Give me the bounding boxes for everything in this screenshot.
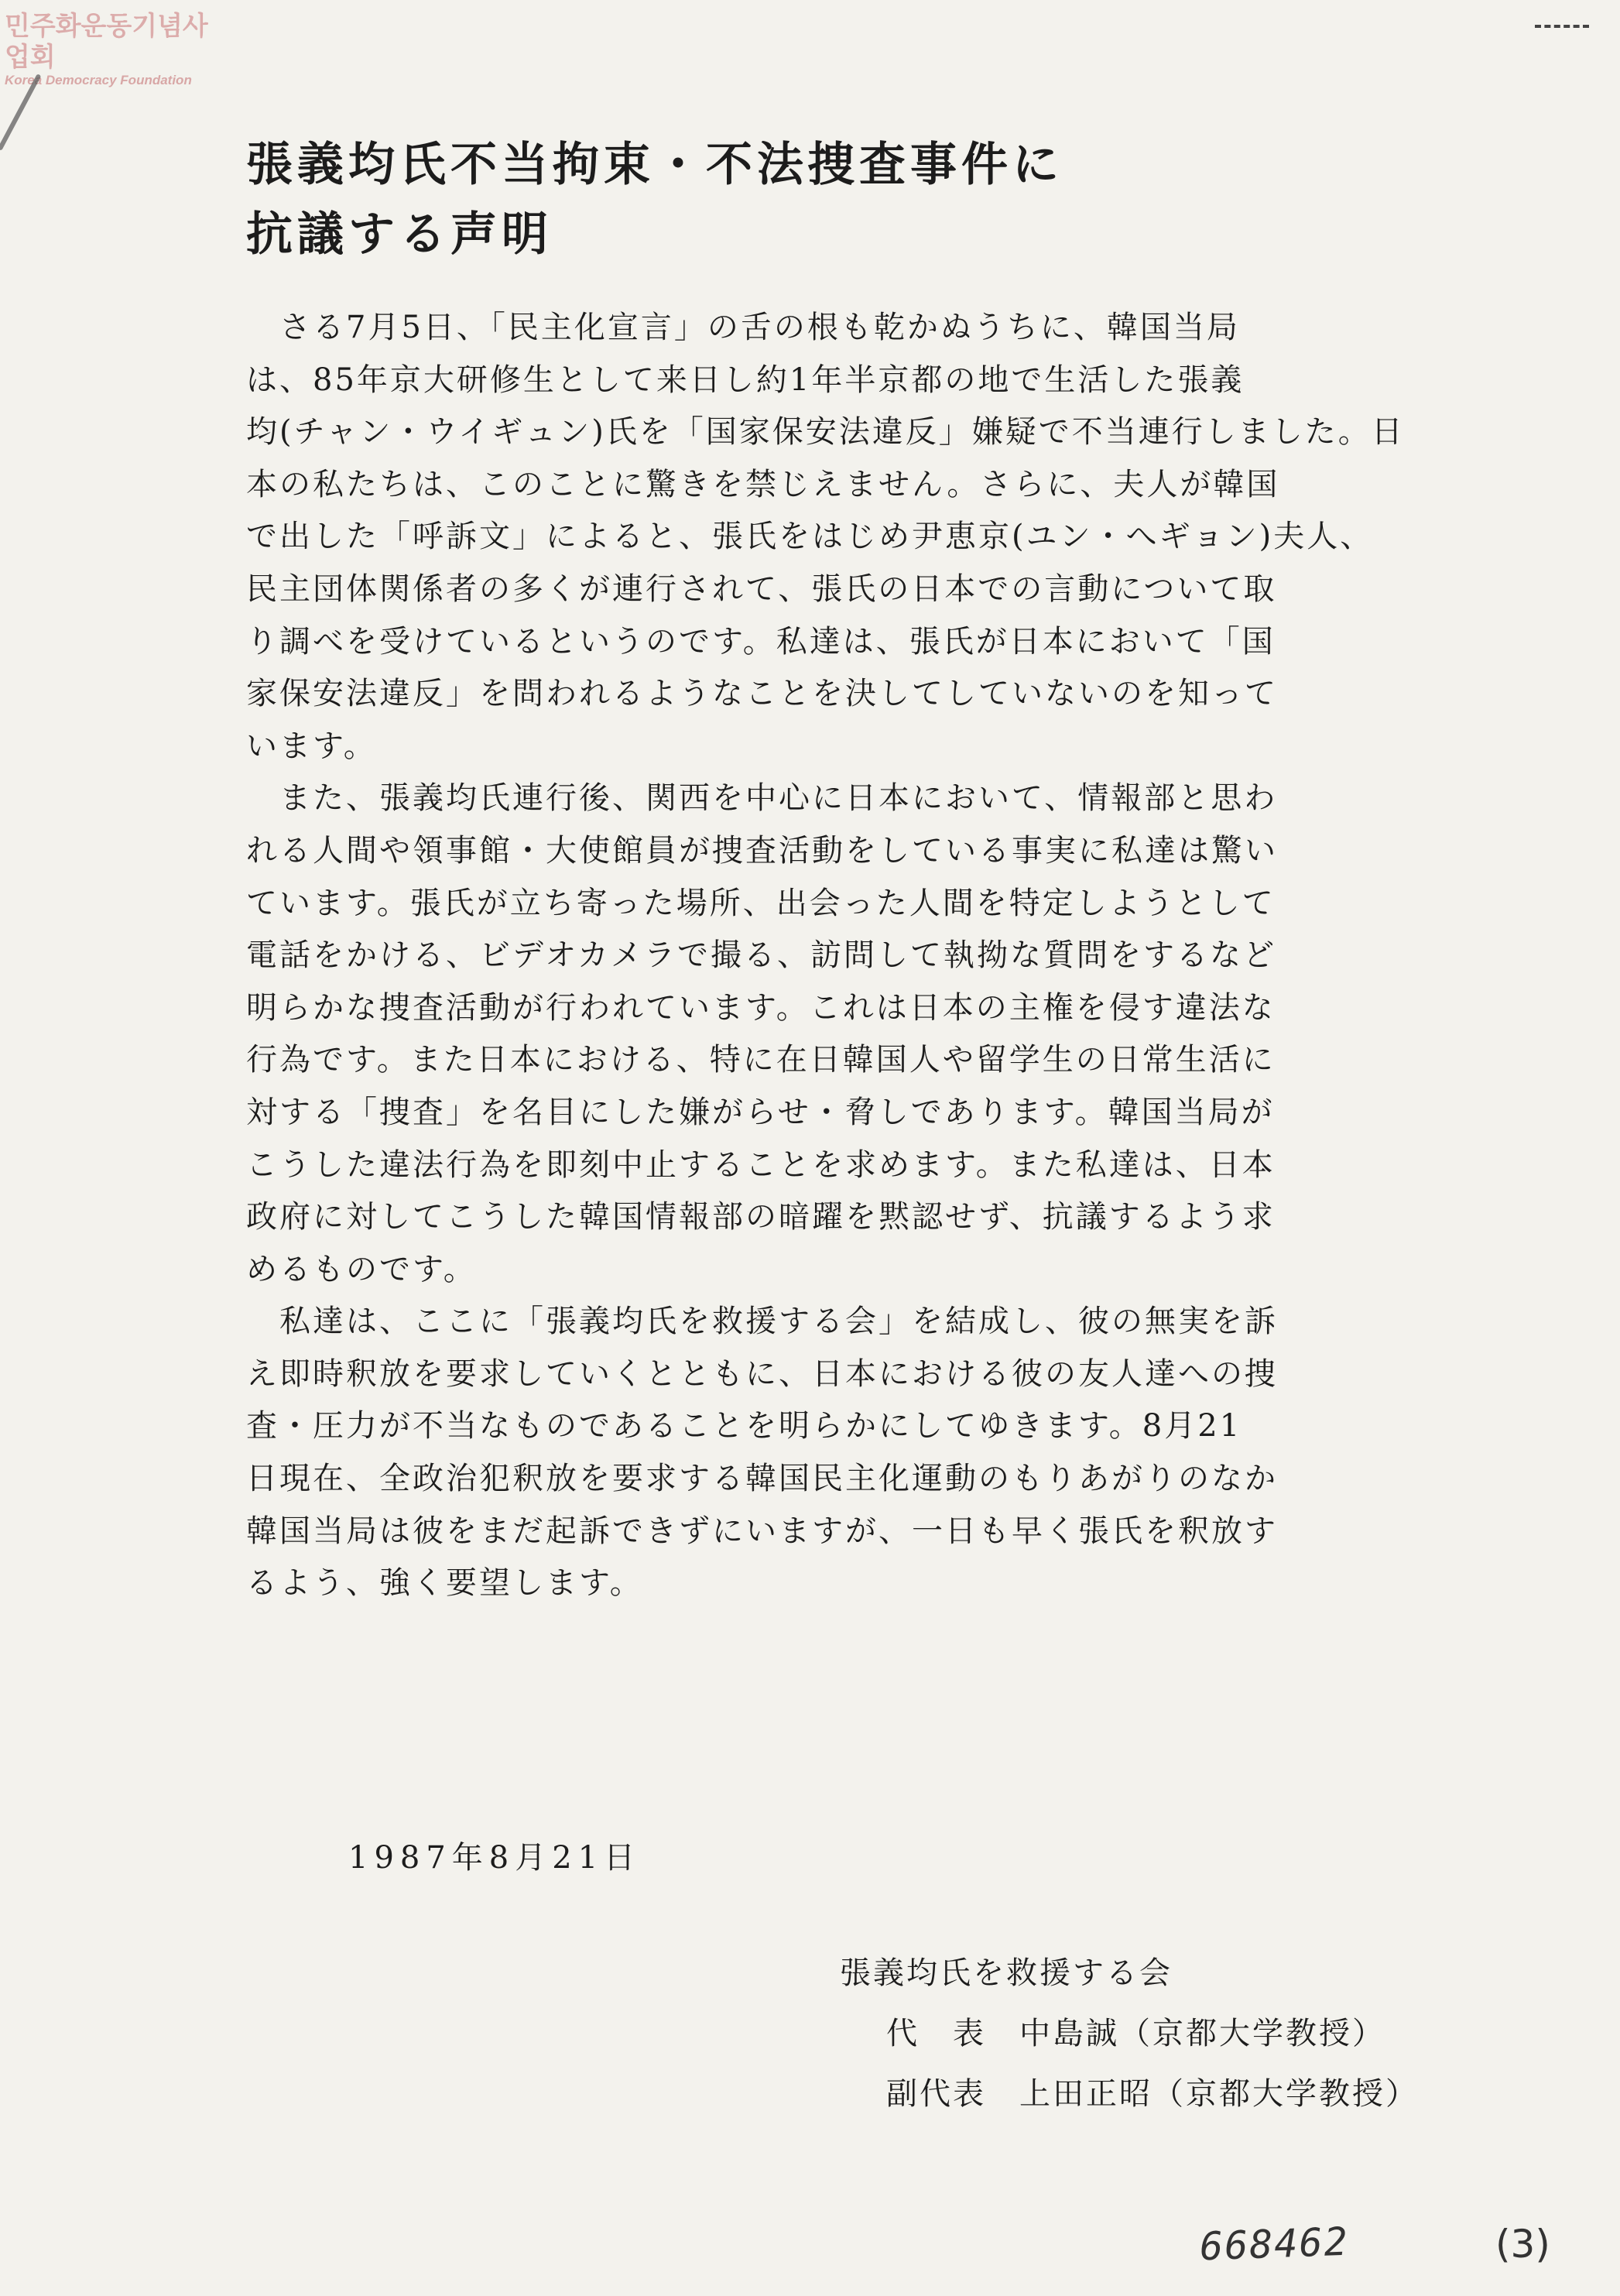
body-line: は、85年京大研修生として来日し約1年半京都の地で生活した張義 xyxy=(246,362,1245,398)
archive-number: 668462 xyxy=(1199,2219,1350,2270)
signature-block xyxy=(840,1943,1419,2124)
watermark-english: Korea Democracy Foundation xyxy=(5,73,192,87)
body-line: また、張義均氏連行後、関西を中心に日本において、情報部と思わ xyxy=(246,780,1278,817)
body-line: います。 xyxy=(246,728,377,764)
body-line: で出した「呼訴文」によると、張氏をはじめ尹恵京(ユン・へギョン)夫人、 xyxy=(246,519,1374,555)
statement-body xyxy=(246,302,1546,1610)
body-line: るよう、強く要望します。 xyxy=(246,1565,643,1602)
body-line: 均(チャン・ウイギュン)氏を「国家保安法違反」嫌疑で不当連行しました。日 xyxy=(246,414,1405,451)
body-line: さる7月5日、「民主化宣言」の舌の根も乾かぬうちに、韓国当局 xyxy=(246,310,1240,345)
title-line-2: 抗議する声明 xyxy=(246,207,553,262)
body-line: り調べを受けているというのです。私達は、張氏が日本において「国 xyxy=(246,623,1276,660)
body-line: 日現在、全政治犯釈放を要求する韓国民主化運動のもりあがりのなか xyxy=(246,1461,1278,1497)
body-line: めるものです。 xyxy=(246,1251,477,1287)
signature-representative: 代 表 中島誠（京都大学教授） xyxy=(886,2016,1385,2051)
statement-date: 1987年8月21日 xyxy=(348,1840,642,1876)
page-number: (3) xyxy=(1495,2222,1550,2267)
body-line: 査・圧力が不当なものであることを明らかにしてゆきます。8月21 xyxy=(246,1408,1242,1444)
body-line: 対する「捜査」を名目にした嫌がらせ・脅しであります。韓国当局が xyxy=(246,1094,1275,1130)
body-line: 私達は、ここに「張義均氏を救援する会」を結成し、彼の無実を訴 xyxy=(246,1304,1278,1340)
body-line: 政府に対してこうした韓国情報部の暗躍を黙認せず、抗議するよう求 xyxy=(246,1199,1276,1235)
body-line: え即時釈放を要求していくとともに、日本における彼の友人達への捜 xyxy=(246,1355,1278,1392)
title-line-1: 張義均氏不当拘束・不法捜査事件に xyxy=(246,138,1063,192)
body-line: 民主団体関係者の多くが連行されて、張氏の日本での言動について取 xyxy=(246,571,1277,607)
body-line: ています。張氏が立ち寄った場所、出会った人間を特定しようとして xyxy=(246,885,1276,921)
body-line: 行為です。また日本における、特に在日韓国人や留学生の日常生活に xyxy=(246,1042,1276,1078)
body-line: 韓国当局は彼をまだ起訴できずにいますが、一日も早く張氏を釈放す xyxy=(246,1513,1278,1549)
body-line: 家保安法違反」を問われるようなことを決してしていないのを知って xyxy=(246,676,1278,712)
body-line: 本の私たちは、このことに驚きを禁じえません。さらに、夫人が韓国 xyxy=(246,466,1280,502)
signature-organization: 張義均氏を救援する会 xyxy=(840,1955,1173,1991)
body-line: 明らかな捜査活動が行われています。これは日本の主権を侵す違法な xyxy=(246,989,1276,1026)
document-title xyxy=(246,130,1562,269)
watermark-korean: 민주화운동기념사업회 xyxy=(5,11,208,73)
body-line: れる人間や領事館・大使館員が捜査活動をしている事実に私達は驚い xyxy=(246,832,1278,869)
body-line: こうした違法行為を即刻中止することを求めます。また私達は、日本 xyxy=(246,1146,1276,1183)
signature-vice-representative: 副代表 上田正昭（京都大学教授） xyxy=(886,2076,1419,2112)
corner-mark xyxy=(1535,25,1589,31)
body-line: 電話をかける、ビデオカメラで撮る、訪問して執拗な質問をするなど xyxy=(246,937,1276,974)
